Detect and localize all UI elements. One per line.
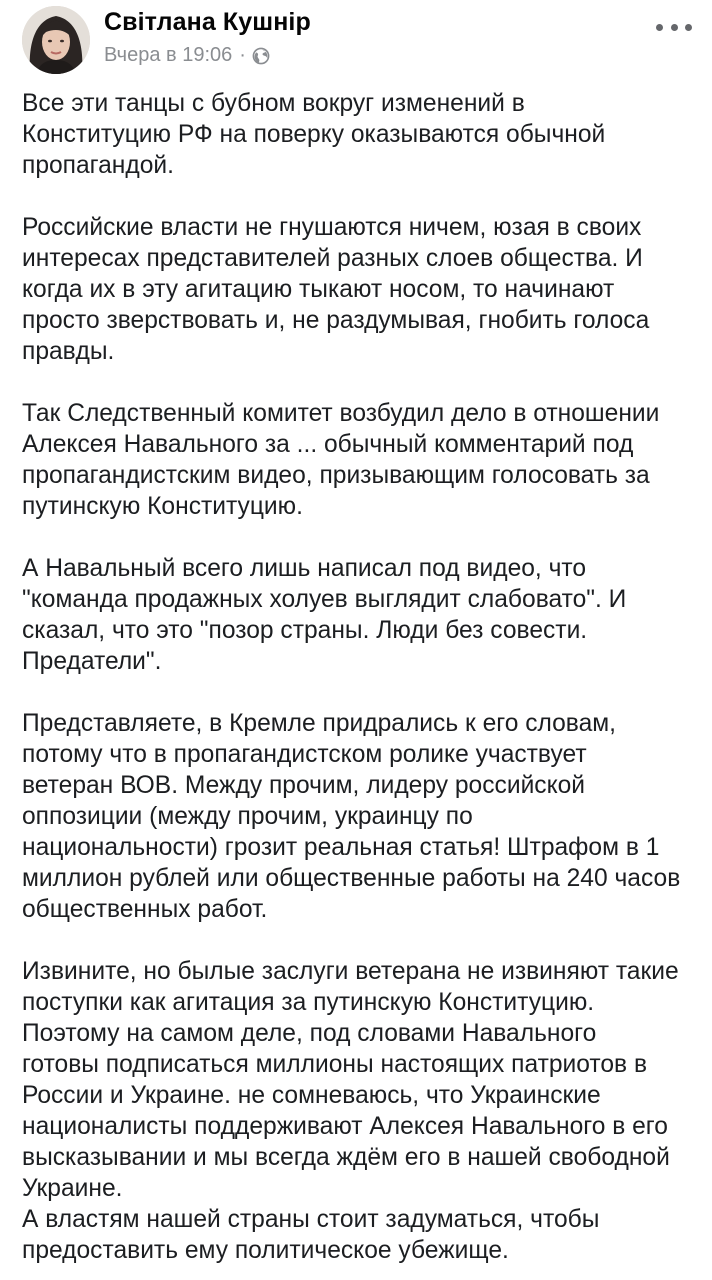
- more-options-icon[interactable]: [656, 16, 692, 38]
- avatar-image: [22, 6, 90, 74]
- more-dot: [671, 24, 678, 31]
- post-header: [0, 0, 712, 86]
- post-paragraph: Все эти танцы с бубном вокруг изменений в Конституцию РФ на поверку оказываются обычной пропагандой.: [22, 90, 606, 179]
- avatar[interactable]: [22, 6, 90, 74]
- meta-separator: ·: [239, 44, 246, 66]
- post-body: [22, 88, 698, 1266]
- more-dot: [685, 24, 692, 31]
- more-dot: [656, 24, 663, 31]
- post-paragraph: Российские власти не гнушаются ничем, юзая в своих интересах представителей разных слоев общества. И когда их в эту агитацию тыкают носом, то начинают просто зверствовать и, не раздумывая, гнобить голоса правды.: [22, 214, 650, 365]
- post-paragraph: Извините, но былые заслуги ветерана не извиняют такие поступки как агитация за путинскую Конституцию. Поэтому на самом деле, под словами Навального готовы подписаться миллионы настоящих патриотов в России и Украине. не сомневаюсь, что Украинские националисты поддерживают Алексея Навального в его высказывании и мы всегда ждём его в нашей свободной Украине.: [22, 958, 679, 1202]
- post-paragraph: А Навальный всего лишь написал под видео, что "команда продажных холуев выглядит слабовато". И сказал, что это "позор страны. Люди без совести. Предатели".: [22, 555, 627, 675]
- post-timestamp[interactable]: Вчера в 19:06: [104, 44, 233, 66]
- post-paragraph: Представляете, в Кремле придрались к его словам, потому что в пропагандистском ролике участвует ветеран ВОВ. Между прочим, лидеру российской оппозиции (между прочим, украинцу по национальности) грозит реальная статья! Штрафом в 1 миллион рублей или общественные работы на 240 часов общественных работ.: [22, 710, 681, 923]
- post-meta: [104, 44, 270, 67]
- globe-icon: [252, 47, 270, 65]
- author-name[interactable]: Світлана Кушнір: [104, 8, 311, 36]
- post-paragraph: Так Следственный комитет возбудил дело в отношении Алексея Навального за ... обычный комментарий под пропагандистским видео, призывающим голосовать за путинскую Конституцию.: [22, 400, 660, 520]
- post-paragraph: А властям нашей страны стоит задуматься, чтобы предоставить ему политическое убежище.: [22, 1206, 600, 1264]
